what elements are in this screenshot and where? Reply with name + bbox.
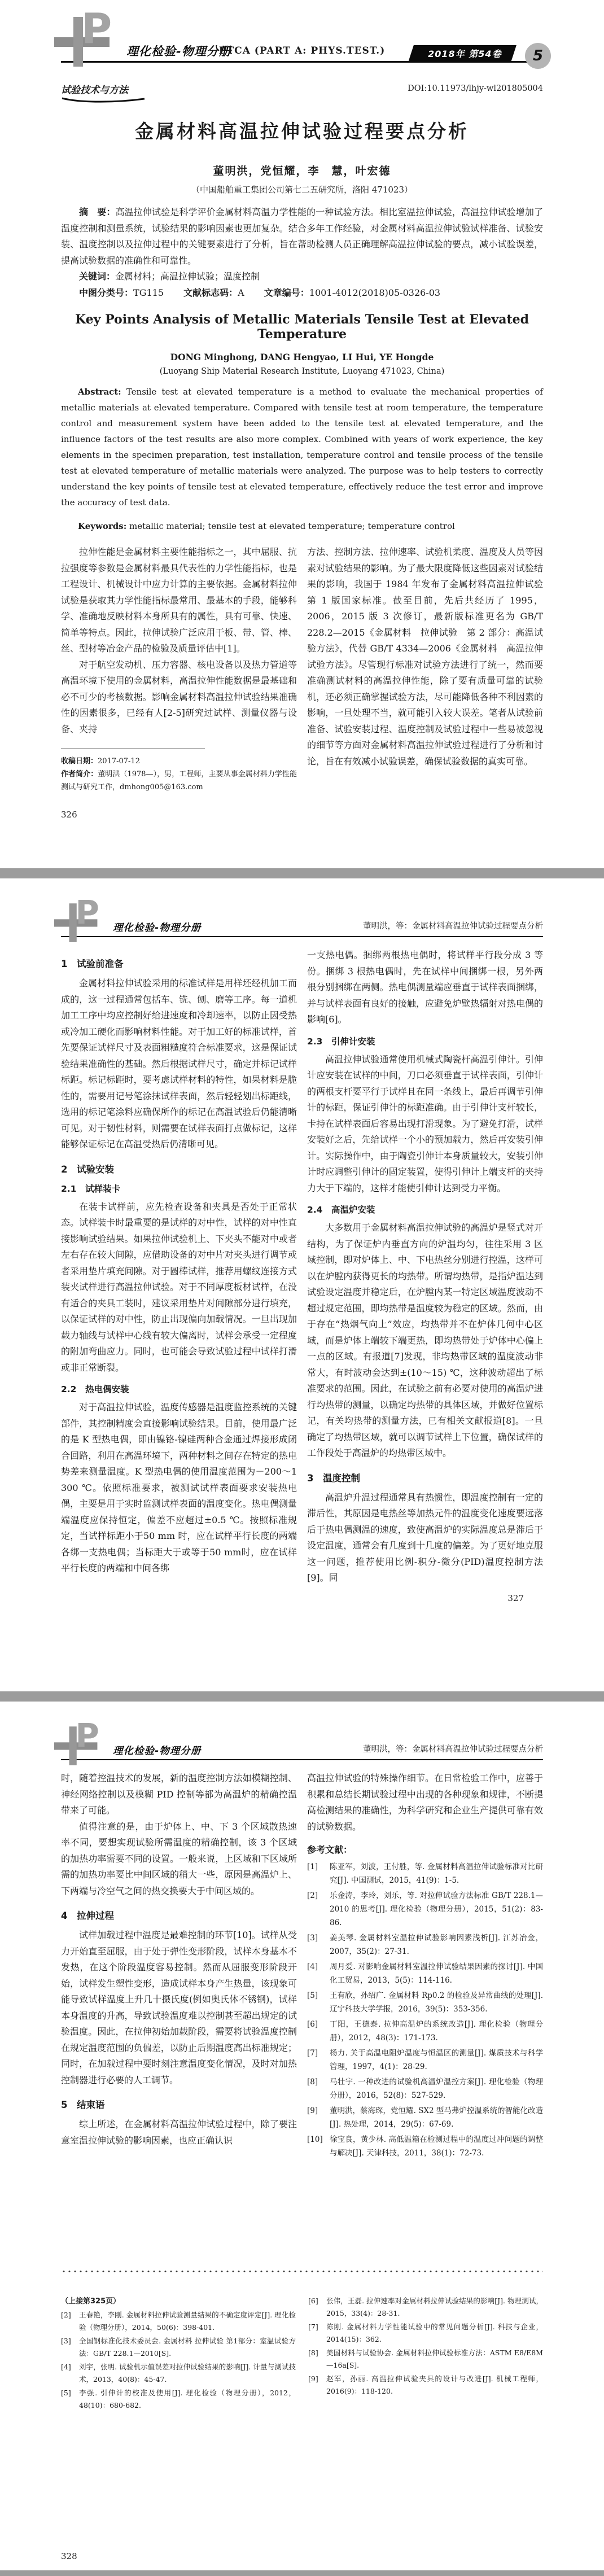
reference-number: [3] <box>61 2337 71 2345</box>
page1-right-column <box>307 544 543 820</box>
paragraph: 一支热电偶。捆绑两根热电偶时，将试样平行段分成 3 等份。捆绑 3 根热电偶时，先在试样中间捆绑一根，另外两根分别捆绑在两侧。热电偶测量端应垂直于试样表面捆绑，并与试样表面有良好的接触，应避免炉壁热辐射对热电偶的影响[6]。 <box>307 950 543 1025</box>
paragraph: 在装卡试样前，应先检查设备和夹具是否处于正常状态。试样装卡时最重要的是试样的对中性，试样的对中性直接影响试验结果。如果拉伸试验机上、下夹头不能对中或者左右存在较大间隙，应借助设备的对中片对夹头进行调节或者采用垫片填充间隙。对于圆棒试样，推荐用螺纹连接方式装夹试样进行高温拉伸试验。对于不同厚度板材试样，在没有适合的夹具工装时，建议采用垫片对间隙部分进行填充，以保证试样的对中性，防止出现偏向加载情况。一旦出现加载力轴线与试样中心线有较大偏离时，试样会承受一定程度的附加弯曲应力。同时，也可能会导致试验过程中试样打滑或非正常断裂。 <box>61 1201 297 1373</box>
issue-number-badge: 5 <box>525 43 551 69</box>
reference-number: [4] <box>61 2363 71 2371</box>
running-title: 董明洪，等：金属材料高温拉伸试验过程要点分析 <box>363 1745 543 1754</box>
reference-item <box>307 2133 543 2160</box>
reference-text: 陈刚. 金属材料力学性能试验中的常见问题分析[J]. 科技与企业，2014(15)：362. <box>326 2323 543 2343</box>
paragraph: 试样加载过程中温度是最难控制的环节[10]。试样从受力开始直至屈服，由于处于弹性变形阶段，试样本身基本不发热，在这个阶段温度容易控制。然而从屈服变形阶段开始，试样发生塑性变形，造成试样本身产生热量，该现象可能导致试样温度上升几十摄氏度(例如奥氏体不锈钢)，试样本身温度的升高，导致试验温度难以控制甚至超出规定的试验温度。因此，在拉伸初始加载阶段，需要将试验温度控制在规定温度范围的负偏差，以防止后期温度高出标准规定；同时，在加载过程中要时刻注意温度变化情况，及时对加热控制器进行必要的人工调节。 <box>61 1930 297 2085</box>
logo-p-letter: P <box>75 1717 99 1755</box>
reference-item <box>307 1889 543 1930</box>
page-number: 327 <box>507 1593 524 1603</box>
journal-header <box>61 5 544 64</box>
reference-item <box>61 2387 296 2412</box>
reference-text: 张伟，王磊. 拉伸速率对金属材料拉伸试验结果的影响[J]. 物理测试，2015，33(4)：28-31. <box>326 2297 543 2317</box>
section-heading: 3 温度控制 <box>307 1472 360 1484</box>
reference-item <box>307 2075 543 2102</box>
journal-header <box>61 1717 543 1760</box>
reference-text: 徐宝良，黄少林. 高低温箱在检测过程中的温度过冲问题的调整与解决[J]. 天津科技，2011，38(1)：72-73. <box>330 2135 543 2158</box>
paragraph: 综上所述，在金属材料高温拉伸试验过程中，除了要注意室温拉伸试验的影响因素，也应正确认识 <box>61 2119 297 2146</box>
paragraph: 高温炉升温过程通常具有热惯性，即温度控制有一定的滞后性，其原因是电热丝等加热元件的温度变化速度要远落后于热电偶测温的速度，致使高温炉的实际温度总是滞后于设定温度，通常会有几度到十几度的偏差。为了更好地克服这一问题，推荐使用比例-积分-微分(PID)温度控制方法[9]。同 <box>307 1492 543 1583</box>
reference-number: [9] <box>307 2106 318 2115</box>
reference-text: 周月爱. 对影响金属材料室温拉伸试验结果因素的探讨[J]. 中国化工贸易，2013，5(5)：114-116. <box>330 1962 543 1985</box>
reference-number: [1] <box>307 1862 318 1871</box>
paragraph: 时，随着控温技术的发展，新的温度控制方法如模糊控制、神经网络控制以及模糊 PID 控制等都为高温炉的精确控温带来了可能。 <box>61 1773 297 1816</box>
reference-item <box>307 1960 543 1987</box>
reference-number: [6] <box>307 2020 318 2029</box>
reference-number: [7] <box>307 2049 318 2058</box>
doc-code <box>183 287 244 298</box>
reference-number: [9] <box>308 2374 318 2383</box>
subsection-heading: 2.1 试样装卡 <box>61 1183 120 1194</box>
continued-right-column <box>308 2295 543 2413</box>
received-date <box>61 755 297 768</box>
reference-number: [3] <box>307 1934 318 1943</box>
reference-number: [8] <box>307 2078 318 2087</box>
paragraph: 值得注意的是，由于炉体上、中、下 3 个区域散热速率不同，要想实现试验所需温度的精确控制，该 3 个区域的加热功率需要不同的设置。一般来说，上区域和下区域所需的加热功率要比中间区域的稍大一些，原因是高温炉上、下两端与冷空气之间的热交换要大于中间区域的。 <box>61 1821 297 1896</box>
tag-row <box>61 82 543 103</box>
journal-header <box>61 894 543 937</box>
doc-code-value: A <box>238 287 244 298</box>
reference-item <box>307 1989 543 2016</box>
reference-text: 李强. 引伸计的校准及使用[J]. 理化检验（物理分册），2012，48(10)：680-682. <box>79 2389 296 2409</box>
page1-columns <box>61 544 543 820</box>
page3-left-column <box>61 1770 297 2149</box>
clc-value: TG115 <box>133 287 164 298</box>
reference-number: [10] <box>307 2135 323 2144</box>
issue-banner-text: 2018年 第54卷 <box>427 49 502 59</box>
article-title-en: Key Points Analysis of Metallic Materials Tensile Test at Elevated Temperature <box>75 312 529 342</box>
continued-from-marker: （上接第325页） <box>61 2297 121 2306</box>
reference-number: [5] <box>61 2389 71 2397</box>
abstract-text-en: Tensile test at elevated temperature is a method to evaluate the mechanical properties of metallic materials at elevated temperature. Compared with tensile test at room temperature, the temperature control and measurement system have been added to the tensile test at elevated temperature, and the influence factors of the test results are also more complex. Combined with years of work experience, the key elements in the specimen preparation, test installation, temperature control and tensile process of the tensile test at elevated temperature of metallic materials were analyzed. The purpose was to help testers to correctly understand the key points of tensile test at elevated temperature, effectively reduce the test error and improve the accuracy of test data. <box>61 387 543 508</box>
reference-item <box>61 2361 296 2386</box>
journal-logo-icon <box>54 5 121 69</box>
page-1 <box>0 0 604 868</box>
page-2 <box>0 878 604 1691</box>
section-heading: 4 拉伸过程 <box>61 1910 114 1921</box>
abstract-label-cn: 摘 要： <box>79 207 116 217</box>
page1-left-column <box>61 544 297 820</box>
keywords-text-cn: 金属材料；高温拉伸试验；温度控制 <box>115 271 260 282</box>
page3-right-column <box>307 1770 543 2162</box>
keywords-label-cn: 关键词： <box>79 271 116 282</box>
issue-banner-bar <box>408 45 517 62</box>
paragraph: 高温拉伸试验的特殊操作细节。在日常检验工作中，应善于积累和总结长期试验过程中出现的各种现象和规律，不断提高检测结果的准确性，为科学研究和企业生产提供可靠有效的试验数据。 <box>307 1773 543 1832</box>
footnote-block <box>61 749 297 794</box>
reference-text: 乐金涛，李玲，刘乐，等. 对拉伸试验方法标准 GB/T 228.1—2010 的思考[J]. 理化检验（物理分册），2015，51(2)：83-86. <box>330 1891 543 1927</box>
subsection-heading: 2.3 引伸计安装 <box>307 1036 375 1047</box>
reference-text: 王有欣，孙绍广. 金属材料 Rp0.2 的检验及异常曲线的处理[J]. 辽宁科技大学学报，2016，39(5)：353-356. <box>330 1991 543 2014</box>
page-number: 326 <box>61 810 77 820</box>
abstract-cn <box>61 204 543 269</box>
affiliation-cn: （中国船舶重工集团公司第七二五研究所，洛阳 471023） <box>191 185 413 195</box>
issue-banner <box>411 45 514 62</box>
authors-en: DONG Minghong, DANG Hengyao, LI Hui, YE Hongde <box>170 352 434 362</box>
reference-text: 马壮宇. 一种改进的试验机高温炉温控方案[J]. 理化检验（物理分册），2016，52(8)：527-529. <box>330 2078 543 2100</box>
author-bio <box>61 768 297 794</box>
reference-item <box>307 1860 543 1887</box>
article-id-label: 文章编号： <box>264 287 309 298</box>
article-title-cn: 金属材料高温拉伸试验过程要点分析 <box>135 120 469 142</box>
section-heading: 5 结束语 <box>61 2100 105 2110</box>
column-tag <box>61 82 146 103</box>
page-separator <box>0 868 604 878</box>
doc-code-label: 文献标志码： <box>183 287 238 298</box>
logo-p-letter: P <box>81 5 112 53</box>
logo-p-letter: P <box>75 894 99 932</box>
doi: DOI:10.11973/lhjy-wl201805004 <box>408 84 543 93</box>
clc-label: 中图分类号： <box>79 287 134 298</box>
reference-text: 赵军，孙丽. 高温拉伸试验夹具的设计与改进[J]. 机械工程师，2016(9)：118-120. <box>326 2374 543 2395</box>
reference-number: [6] <box>308 2297 318 2305</box>
reference-item <box>61 2335 296 2360</box>
received-date-value: 2017-07-12 <box>98 757 140 766</box>
section-heading: 1 试验前准备 <box>61 959 124 969</box>
reference-text: 姜美琴. 金属材料室温拉伸试验影响因素浅析[J]. 江苏冶金，2007，35(2)：27-31. <box>330 1934 543 1956</box>
ornamental-divider <box>61 2269 543 2273</box>
journal-name-en: PTCA (PART A: PHYS.TEST.) <box>218 45 386 56</box>
subsection-heading: 2.2 热电偶安装 <box>61 1384 129 1394</box>
references-heading: 参考文献： <box>307 1844 353 1855</box>
keywords-cn <box>61 269 543 285</box>
keywords-text-en: metallic material; tensile test at elevated temperature; temperature control <box>129 521 455 531</box>
journal-logo-icon <box>54 1717 106 1767</box>
column-tag-label: 试验技术与方法 <box>61 85 128 96</box>
subsection-heading: 2.4 高温炉安装 <box>307 1205 375 1215</box>
running-title: 董明洪，等：金属材料高温拉伸试验过程要点分析 <box>363 922 543 931</box>
tag-underline-swoosh-icon <box>61 97 146 103</box>
reference-number: [2] <box>307 1891 318 1900</box>
page-number: 328 <box>61 2551 77 2561</box>
author-bio-text: 董明洪（1978—），男，工程师，主要从事金属材料力学性能测试与研究工作，dmhong005@163.com <box>61 770 297 791</box>
reference-item <box>307 2046 543 2074</box>
reference-item <box>308 2321 543 2346</box>
section-heading: 2 试验安装 <box>61 1164 114 1175</box>
abstract-label-en: Abstract: <box>78 387 121 397</box>
reference-text: 美国材料与试验协会. 金属材料拉伸试验标准方法：ASTM E8/E8M—16a[S]. <box>326 2348 543 2369</box>
reference-text: 丁阳，王德泰. 拉伸高温炉的系统改造[J]. 理化检验（物理分册），2012，48(3)：171-173. <box>330 2020 543 2043</box>
affiliation-en: (Luoyang Ship Material Research Institute, Luoyang 471023, China) <box>159 367 445 376</box>
reference-text: 全国钢标准化技术委员会. 金属材料 拉伸试验 第1部分：室温试验方法：GB/T 228.1—2010[S]. <box>79 2337 296 2358</box>
continued-references-section <box>61 2295 543 2413</box>
paragraph: 对于高温拉伸试验，温度传感器是温度监控系统的关键部件，其控制精度会直接影响试验结果。目前，使用最广泛的是 K 型热电偶，即由镍铬-镍硅两种合金通过焊接形成闭合回路，利用在高温环境下，两种材料之间存在特定的热电势差来测量温度。K 型热电偶的使用温度范围为－200～1 300 ℃。依照标准要求，被测试试样表面要求安装热电偶，主要是用于实时监测试样表面的温度变化。热电偶测量端温度应保持恒定，偏差不应超过±0.5 ℃。按照标准规定，当试样标距小于50 mm 时，应在试样平行长度的两端各绑一支热电偶；当标距大于或等于50 mm时，应在试样平行长度的两端和中间各绑 <box>61 1402 297 1573</box>
paragraph: 金属材料拉伸试验采用的标准试样是用样坯经机加工而成的，这一过程通常包括车、铣、刨、磨等工序。每一道机加工工序中均应控制好给进速度和冷却速率，以防止因受热或冷加工硬化而影响材料性能。对于加工好的标准试样，首先要保证试样尺寸及表面粗糙度符合标准要求，这是保证试验结果准确性的基础。然后根据试样尺寸，确定并标记试样标距。标记标距时，要考虑试样材料的特性，如果材料是脆性的，需要用记号笔涂抹试样表面，然后轻轻划出标距线，选用的标记笔涂料应确保所作的标记在高温试验后仍能清晰可见。对于韧性材料，则需要在试样表面打点做标记，这样能够保证标记在高温受热后仍清晰可见。 <box>61 978 297 1149</box>
article-id-value: 1001-4012(2018)05-0326-03 <box>309 287 441 298</box>
journal-logo-icon <box>54 894 106 944</box>
reference-item <box>308 2347 543 2372</box>
continued-left-column <box>61 2295 296 2413</box>
page-3 <box>0 1702 604 2570</box>
reference-number: [8] <box>308 2348 318 2357</box>
reference-item <box>308 2295 543 2320</box>
reference-text: 杨力. 关于高温电阻炉温度与恒温区的测量[J]. 煤质技术与科学管理，1997，4(1)：28-29. <box>330 2049 543 2071</box>
author-bio-label: 作者简介： <box>61 770 98 779</box>
abstract-en <box>61 384 543 510</box>
reference-text: 刘宇，张明. 试验机示值误差对拉伸试验结果的影响[J]. 计量与测试技术，2013，40(8)：45-47. <box>79 2363 296 2383</box>
reference-item <box>307 2018 543 2045</box>
journal-name-cn: 理化检验-物理分册 <box>113 1746 202 1757</box>
references-list <box>307 1860 543 2160</box>
reference-item <box>307 2104 543 2131</box>
keywords-en <box>61 518 543 534</box>
reference-item <box>61 2309 296 2334</box>
paragraph: 拉伸性能是金属材料主要性能指标之一，其中屈服、抗拉强度等参数是金属材料最具代表性的力学性能指标，也是工程设计、机械设计中应力计算的主要依据。金属材料拉伸试验是获取其力学性能指标最常用、最基本的手段，能够科学、准确地反映材料本身所具有的属性，具有可靠、快速、简单等特点。因此，拉伸试验广泛应用于板、带、管、棒、丝、型材等冶金产品的检验及质量评估中[1]。 <box>61 546 297 654</box>
page-separator <box>0 2570 604 2576</box>
keywords-label-en: Keywords: <box>78 521 127 531</box>
reference-number: [5] <box>307 1991 318 2000</box>
paragraph: 方法、控制方法、拉伸速率、试验机柔度、温度及人员等因素对试验结果的影响。为了最大限度降低这些因素对试验结果的影响，我国于 1984 年发布了金属材料高温拉伸试验第 1 版国家标准。截至目前，先后共经历了 1995，2006，2015 版 3 次修订，最新版标准更名为 GB/T 228.2—2015《金属材料 拉伸试验 第 2 部分：高温试验方法》，代替 GB/T 4334—2006《金属材料 高温拉伸试验方法》。尽管现行标准对试验方法进行了统一，然而要准确测试材料的高温拉伸性能，除了要有质量可靠的试验机，还必须正确掌握试验方法，尽可能降低各种不利因素的影响，一旦处理不当，就可能引入较大误差。笔者从试验前准备、试验安装过程、温度控制及试验过程中一些易被忽视的细节等方面对金属材料高温拉伸试验过程进行了分析和讨论，旨在有效减小试验误差，确保试验数据的真实可靠。 <box>307 546 543 767</box>
paragraph: 高温拉伸试验通常使用机械式陶瓷杆高温引伸计。引伸计应安装在试样的中间，刀口必须垂直于试样表面，引伸计的两根支杆要平行于试样且在同一条线上，最后再调节引伸计的标距，保证引伸计的标距准确。由于引伸计支杆较长，卡持在试样表面后容易出现打滑现象。为了避免打滑，试样安装好之后，先给试样一个小的预加载力，然后再安装引伸计。实际操作中，由于陶瓷引伸计本身质量较大，安装引伸计时应调整引伸计的固定装置，使得引伸计上端支杆的夹持力大于下端的，这样才能使引伸计达到受力平衡。 <box>307 1053 543 1193</box>
reference-item <box>307 1931 543 1958</box>
page3-columns <box>61 1770 543 2256</box>
page2-left-column <box>61 947 297 1603</box>
reference-text: 王春艳，李刚. 金属材料拉伸试验测量结果的不确定度评定[J]. 理化检验（物理分册），2014，50(6)：398-401. <box>79 2311 296 2332</box>
article-id <box>264 287 440 298</box>
page2-columns <box>61 947 543 1603</box>
journal-name-cn: 理化检验-物理分册 <box>113 922 202 934</box>
reference-text: 董明洪，蔡海琛，党恒耀. SX2 型马弗炉控温系统的智能化改造[J]. 热处理，2014，29(5)：67-69. <box>330 2106 543 2129</box>
page-separator <box>0 1691 604 1702</box>
clc-number <box>79 287 164 298</box>
classification-line <box>61 285 543 301</box>
received-date-label: 收稿日期： <box>61 757 98 766</box>
reference-number: [2] <box>61 2311 71 2319</box>
reference-number: [7] <box>308 2323 318 2331</box>
journal-name-cn: 理化检验-物理分册 <box>126 45 231 58</box>
authors-cn: 董明洪，党恒耀，李 慧，叶宏德 <box>213 165 391 177</box>
reference-number: [4] <box>307 1962 318 1971</box>
paragraph: 大多数用于金属材料高温拉伸试验的高温炉是竖式对开结构，为了保证炉内垂直方向的炉温均匀，往往采用 3 区域控制，即对炉体上、中、下电热丝分别进行控温，这样可以在炉膛内获得更长的均热带。所谓均热带，是指炉温达到试验设定温度并稳定后，在炉膛内某一特定区域温度波动不超过规定范围，即均热带是温度较为稳定的区域。然而，由于存在“热烟气向上”效应，均热带并不在炉体几何中心区域，而是炉体上端较下端更热，即均热带处于炉体中心偏上一点的区域。有报道[7]发现，非均热带区域的温度波动非常大，有时波动会达到±(10～15) ℃，这种波动超出了标准要求的范围。因此，在试验之前有必要对使用的高温炉进行均热带的测量，以确定均热带的具体区域，并做好位置标记，有关均热带的测量方法，已有相关文献报道[8]。一旦确定了均热带区域，就可以调节试样上下位置，确保试样的工作段处于高温炉的均热带区域中。 <box>307 1222 543 1458</box>
page2-right-column <box>307 947 543 1603</box>
abstract-text-cn: 高温拉伸试验是科学评价金属材料高温力学性能的一种试验方法。相比室温拉伸试验，高温拉伸试验增加了温度控制和测量系统，试验结果的影响因素也更加复杂。结合多年工作经验，对金属材料高温拉伸试验试样准备、试验安装、温度控制以及拉伸过程中的关键要素进行了分析，旨在帮助检测人员正确理解高温拉伸试验的要点，减小试验误差，提高试验数据的准确性和可靠性。 <box>61 207 543 266</box>
reference-item <box>308 2373 543 2398</box>
paragraph: 对于航空发动机、压力容器、核电设备以及热力管道等高温环境下使用的金属材料，高温拉伸性能数据是最基础和必不可少的考核数据。影响金属材料高温拉伸试验结果准确性的因素很多，已经有人[2-5]研究过试样、测量仪器与设备、夹持 <box>61 659 297 734</box>
reference-text: 陈亚军，刘波，王付胜，等. 金属材料高温拉伸试验标准对比研究[J]. 中国测试，2015，41(9)：1-5. <box>330 1862 543 1885</box>
